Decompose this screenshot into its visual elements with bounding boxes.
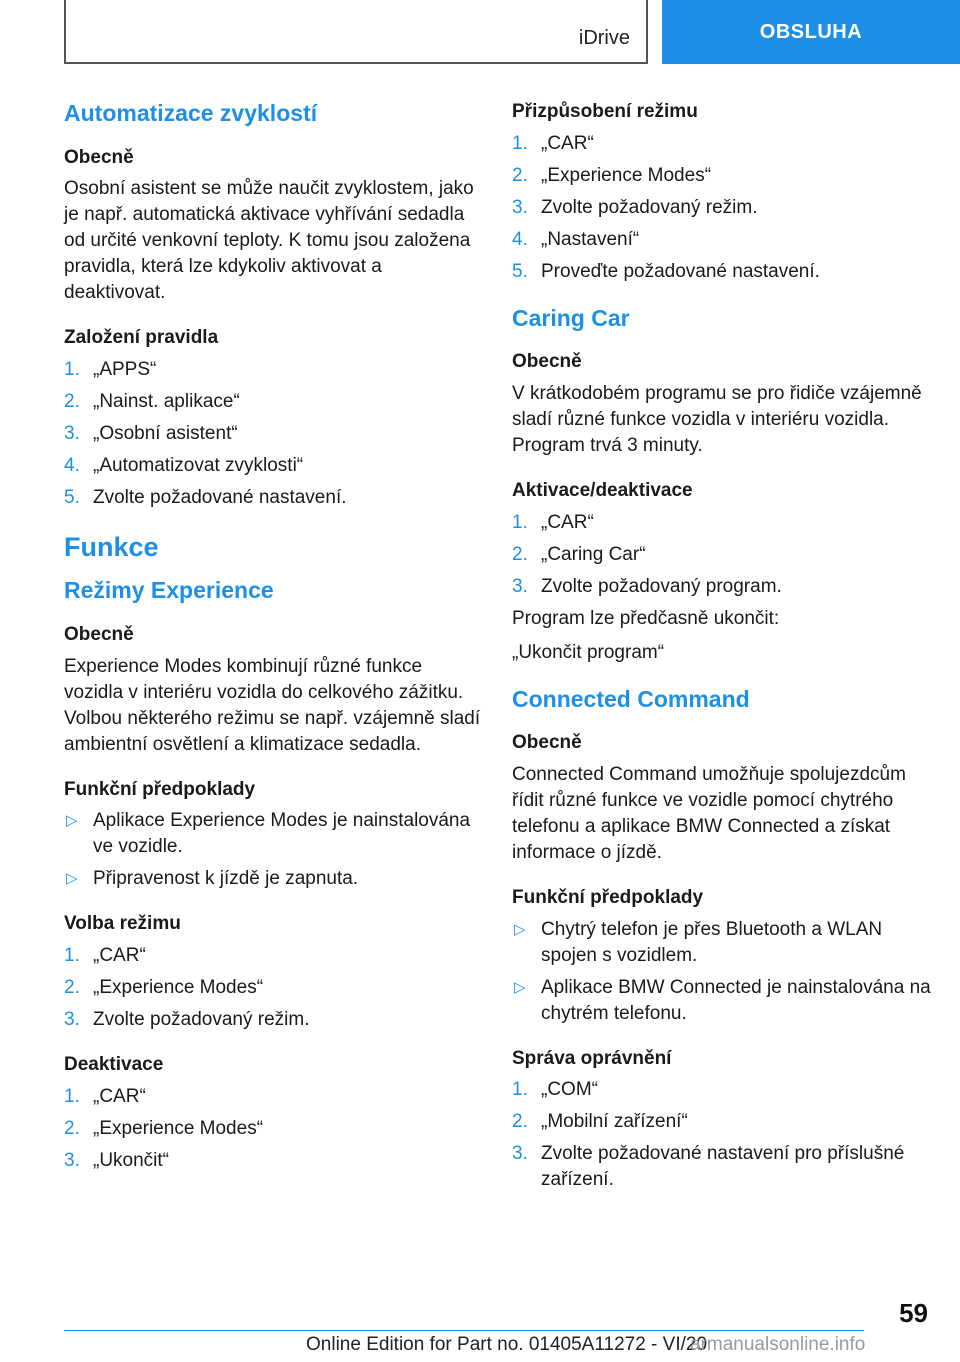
item-text: Připravenost k jízdě je zapnuta. (93, 868, 359, 890)
steps-permissions (512, 1077, 932, 1193)
list-item (512, 227, 932, 253)
paragraph-cc-general: Connected Command umožňuje spolujezdcům řídit různé funkce ve vozidle pomocí chytrého telefonu a aplikace BMW Connected a získat informace o jízdě. (512, 763, 906, 863)
list-item (64, 485, 484, 511)
step-number: 1. (512, 511, 528, 533)
list-item (512, 510, 932, 536)
prerequisites-list (64, 808, 484, 892)
step-number: 2. (64, 390, 80, 412)
list-item (512, 917, 932, 969)
step-number: 2. (64, 977, 80, 999)
triangle-bullet-icon: ▷ (66, 870, 78, 888)
step-number: 1. (512, 1079, 528, 1101)
triangle-bullet-icon: ▷ (66, 812, 78, 830)
step-number: 3. (64, 422, 80, 444)
section-title-connected-command: Connected Command (512, 685, 750, 712)
header-tab-obsluha: OBSLUHA (662, 0, 960, 64)
step-number: 2. (512, 164, 528, 186)
footer-divider (64, 1330, 864, 1331)
subheading-general: Obecně (512, 351, 582, 373)
step-text: „Nastavení“ (541, 228, 640, 250)
step-text: „Experience Modes“ (541, 164, 712, 186)
step-text: „Experience Modes“ (93, 1117, 264, 1139)
subheading-cc-prerequisites: Funkční předpoklady (512, 886, 704, 908)
paragraph-automation-general: Osobní asistent se může naučit zvyklostem, jako je např. automatická aktivace vyhřívání sedadla od určité venkovní teploty. K tomu jsou založena pravidla, která lze kdykoliv aktivovat a deaktivovat. (64, 178, 474, 304)
step-text: Zvolte požadovaný režim. (93, 1009, 310, 1031)
subheading-create-rule: Založení pravidla (64, 327, 219, 349)
step-number: 4. (64, 454, 80, 476)
list-item (512, 542, 932, 568)
step-text: „CAR“ (93, 1085, 146, 1107)
subheading-permissions: Správa oprávnění (512, 1047, 672, 1069)
list-item (64, 1148, 484, 1174)
watermark: armanualsonline.info (690, 1334, 866, 1355)
step-text: „Mobilní zařízení“ (541, 1111, 688, 1133)
list-item (64, 1116, 484, 1142)
step-text: „CAR“ (541, 132, 594, 154)
list-item (64, 943, 484, 969)
list-item (512, 195, 932, 221)
step-text: „Ukončit“ (93, 1149, 170, 1171)
list-item (64, 1084, 484, 1110)
list-item (512, 1109, 932, 1135)
step-text: „Automatizovat zvyklosti“ (93, 454, 304, 476)
list-item (512, 1141, 932, 1193)
item-text: Aplikace Experience Modes je nainstalována ve vozidle. (93, 810, 471, 858)
list-item (64, 453, 484, 479)
list-item (64, 866, 484, 892)
list-item (512, 259, 932, 285)
list-item (512, 163, 932, 189)
section-title-automation: Automatizace zvyklostí (64, 100, 318, 126)
paragraph-caring-general: V krátkodobém programu se pro řidiče vzájemně sladí různé funkce vozidla v interiéru vozidla. Program trvá 3 minuty. (512, 382, 922, 456)
paragraph-caring-end-option: „Ukončit program“ (512, 641, 665, 663)
list-item (64, 808, 484, 860)
step-text: „Osobní asistent“ (93, 422, 238, 444)
subheading-prerequisites: Funkční předpoklady (64, 778, 256, 800)
subheading-select-mode: Volba režimu (64, 913, 181, 935)
list-item (64, 975, 484, 1001)
step-text: „Nainst. aplikace“ (93, 390, 240, 412)
subheading-general: Obecně (64, 146, 134, 168)
page-number: 59 (899, 1298, 928, 1328)
step-number: 4. (512, 228, 528, 250)
cc-prerequisites-list (512, 917, 932, 1027)
step-number: 5. (64, 486, 80, 508)
subheading-adapt-mode: Přizpůsobení režimu (512, 101, 698, 122)
steps-select-mode (64, 943, 484, 1033)
step-text: Zvolte požadovaný režim. (541, 196, 758, 218)
step-number: 1. (64, 945, 80, 967)
list-item (64, 389, 484, 415)
section-title-caring-car: Caring Car (512, 304, 630, 331)
step-number: 5. (512, 260, 528, 282)
list-item (64, 357, 484, 383)
footer-edition: Online Edition for Part no. 01405A11272 - VI/20 (306, 1334, 708, 1355)
steps-create-rule (64, 357, 484, 511)
step-number: 3. (512, 196, 528, 218)
step-text: Zvolte požadovaný program. (541, 575, 782, 597)
steps-caring-activation (512, 510, 932, 600)
subheading-activation: Aktivace/deaktivace (512, 479, 693, 501)
chapter-title-funkce: Funkce (64, 531, 159, 562)
item-text: Aplikace BMW Connected je nainstalována na chytrém telefonu. (541, 976, 931, 1024)
subheading-deactivation: Deaktivace (64, 1054, 164, 1076)
step-number: 3. (64, 1149, 80, 1171)
list-item (512, 975, 932, 1027)
step-number: 1. (64, 358, 80, 380)
step-number: 2. (512, 543, 528, 565)
list-item (512, 1077, 932, 1103)
step-number: 3. (512, 1143, 528, 1165)
step-text: „CAR“ (541, 511, 594, 533)
list-item (512, 574, 932, 600)
header-box (64, 0, 648, 64)
paragraph-modes-general: Experience Modes kombinují různé funkce vozidla v interiéru vozidla do celkového zážitku. Volbou některého režimu se např. vzájemně sladí ambientní osvětlení a klimatizace sedadla. (64, 655, 481, 755)
triangle-bullet-icon: ▷ (514, 920, 526, 938)
header-section-label: iDrive (578, 27, 630, 49)
right-column (512, 100, 932, 1213)
step-number: 1. (512, 132, 528, 154)
step-number: 3. (64, 1009, 80, 1031)
step-number: 1. (64, 1085, 80, 1107)
subheading-general: Obecně (512, 732, 582, 754)
step-text: „CAR“ (93, 945, 146, 967)
step-number: 2. (64, 1117, 80, 1139)
step-text: Zvolte požadované nastavení pro příslušné zařízení. (541, 1143, 905, 1191)
list-item (512, 131, 932, 157)
step-text: „Caring Car“ (541, 543, 646, 565)
step-text: Zvolte požadované nastavení. (93, 486, 347, 508)
triangle-bullet-icon: ▷ (514, 978, 526, 996)
step-text: Proveďte požadované nastavení. (541, 260, 820, 282)
step-text: „Experience Modes“ (93, 977, 264, 999)
list-item (64, 421, 484, 447)
step-text: „APPS“ (93, 358, 157, 380)
left-column (64, 100, 484, 1194)
steps-adapt-mode (512, 131, 932, 285)
paragraph-caring-end: Program lze předčasně ukončit: (512, 607, 780, 629)
subheading-general: Obecně (64, 623, 134, 645)
steps-deactivation (64, 1084, 484, 1174)
list-item (64, 1007, 484, 1033)
step-number: 2. (512, 1111, 528, 1133)
step-text: „COM“ (541, 1079, 598, 1101)
section-title-experience-modes: Režimy Experience (64, 577, 274, 604)
step-number: 3. (512, 575, 528, 597)
item-text: Chytrý telefon je přes Bluetooth a WLAN spojen s vozidlem. (541, 918, 883, 966)
